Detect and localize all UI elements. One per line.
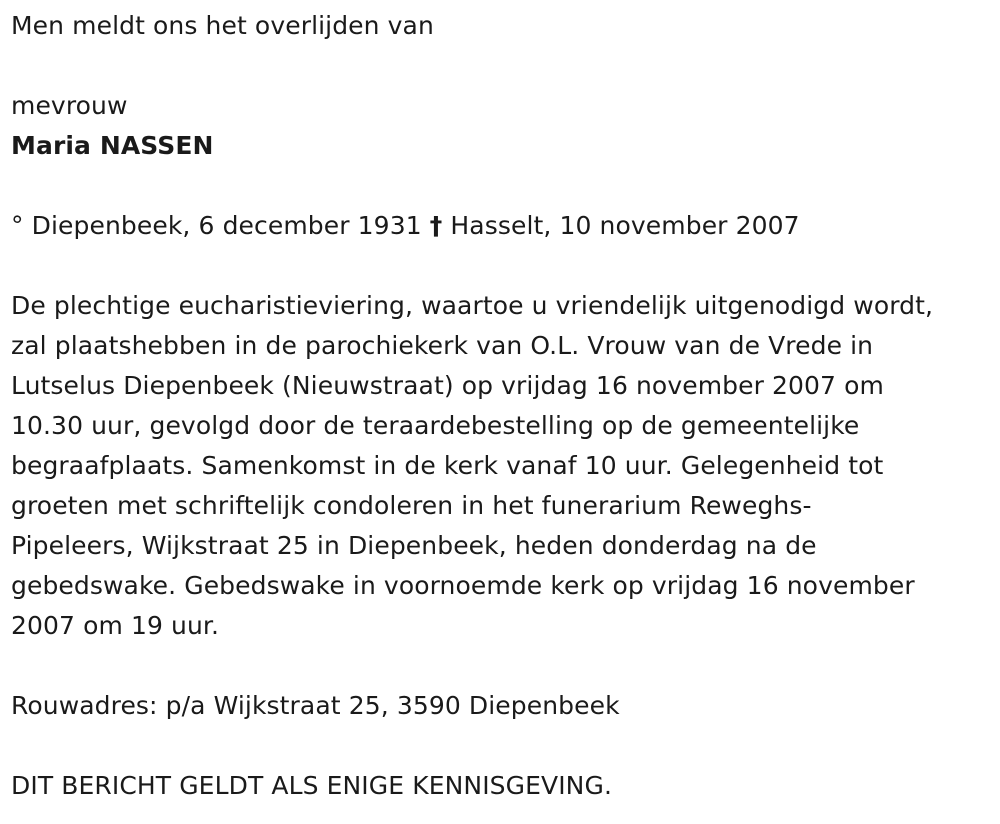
ceremony-line: Pipeleers, Wijkstraat 25 in Diepenbeek, heden donderdag na de bbox=[11, 531, 817, 560]
spacer bbox=[11, 166, 996, 206]
ceremony-line: gebedswake. Gebedswake in voornoemde kerk op vrijdag 16 november bbox=[11, 571, 915, 600]
ceremony-line: 2007 om 19 uur. bbox=[11, 611, 220, 640]
closing-statement: DIT BERICHT GELDT ALS ENIGE KENNISGEVING. bbox=[11, 771, 612, 800]
ceremony-line: groeten met schriftelijk condoleren in het funerarium Reweghs- bbox=[11, 491, 812, 520]
intro-text: Men meldt ons het overlijden van bbox=[11, 11, 434, 40]
death-notice bbox=[11, 6, 996, 806]
ceremony-paragraph bbox=[11, 286, 996, 646]
spacer bbox=[11, 46, 996, 86]
spacer bbox=[11, 246, 996, 286]
title-prefix: mevrouw bbox=[11, 91, 128, 120]
mourning-address: Rouwadres: p/a Wijkstraat 25, 3590 Diepenbeek bbox=[11, 691, 620, 720]
ceremony-line: 10.30 uur, gevolgd door de teraardebestelling op de gemeentelijke bbox=[11, 411, 860, 440]
spacer bbox=[11, 646, 996, 686]
ceremony-line: begraafplaats. Samenkomst in de kerk vanaf 10 uur. Gelegenheid tot bbox=[11, 451, 884, 480]
spacer bbox=[11, 726, 996, 766]
death-info: Hasselt, 10 november 2007 bbox=[450, 211, 800, 240]
life-dates bbox=[11, 206, 996, 246]
deceased-name: Maria NASSEN bbox=[11, 131, 214, 160]
ceremony-line: Lutselus Diepenbeek (Nieuwstraat) op vrijdag 16 november 2007 om bbox=[11, 371, 884, 400]
birth-info: ° Diepenbeek, 6 december 1931 bbox=[11, 211, 422, 240]
cross-icon: † bbox=[429, 211, 443, 240]
ceremony-line: De plechtige eucharistieviering, waartoe u vriendelijk uitgenodigd wordt, bbox=[11, 291, 934, 320]
ceremony-line: zal plaatshebben in de parochiekerk van O.L. Vrouw van de Vrede in bbox=[11, 331, 874, 360]
